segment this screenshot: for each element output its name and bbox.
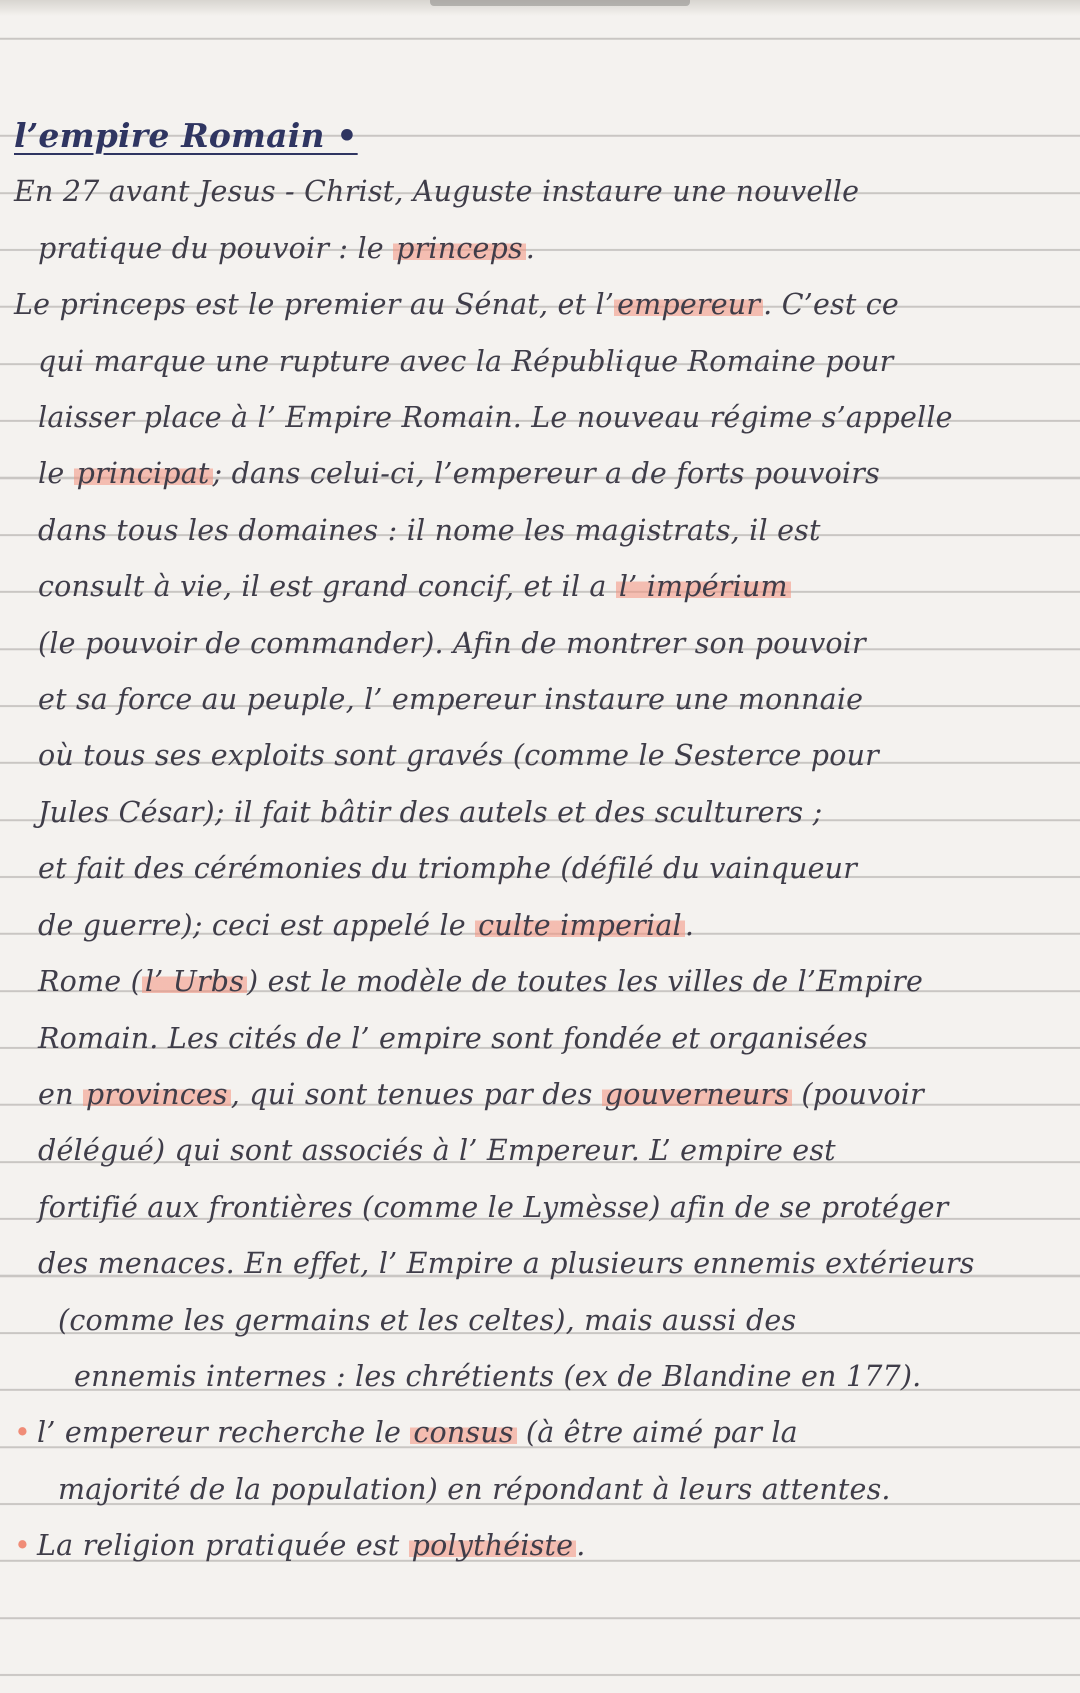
note-line (14, 1067, 1054, 1123)
note-line (14, 390, 1054, 446)
note-line (14, 446, 1054, 502)
note-line (14, 1349, 1054, 1405)
note-text: en (38, 1077, 83, 1111)
note-text: . (525, 231, 536, 265)
note-line (14, 559, 1054, 615)
note-text: La religion pratiquée est (37, 1529, 409, 1563)
note-line (14, 1180, 1054, 1236)
note-text: et fait des cérémonies du triomphe (défilé du vainqueur (38, 852, 858, 886)
note-line (14, 277, 1054, 333)
note-text: , qui sont tenues par des (230, 1077, 602, 1111)
note-text: Rome ( (38, 965, 142, 999)
note-text: qui marque une rupture avec la République Romaine pour (38, 344, 894, 378)
note-line (14, 1011, 1054, 1067)
note-text: pratique du pouvoir : le (38, 231, 394, 265)
bullet-icon: • (14, 1416, 32, 1450)
note-text: . C’est ce (763, 288, 899, 322)
note-line (14, 672, 1054, 728)
highlighted-term: consus (410, 1416, 516, 1449)
note-text: (comme les germains et les celtes), mais aussi des (58, 1303, 797, 1337)
note-text: ennemis internes : les chrétients (ex de Blandine en 177). (74, 1359, 922, 1393)
highlighted-term: princeps (393, 232, 526, 265)
page-title: l’empire Romain • (14, 116, 358, 155)
note-line (14, 1462, 1054, 1518)
note-text: consult à vie, il est grand concif, et il a (38, 570, 616, 604)
page-top-mark (430, 0, 690, 6)
note-line (14, 503, 1054, 559)
note-text: Jules César); il fait bâtir des autels et des sculturers ; (38, 795, 823, 829)
note-text: Le princeps est le premier au Sénat, et l’ (14, 288, 615, 322)
note-text: majorité de la population) en répondant à leurs attentes. (58, 1472, 891, 1506)
highlighted-term: culte imperial (475, 909, 685, 942)
note-text: le (38, 457, 74, 491)
highlighted-term: principat (74, 457, 213, 490)
note-line (14, 1293, 1054, 1349)
note-text: des menaces. En effet, l’ Empire a plusieurs ennemis extérieurs (38, 1247, 975, 1281)
notes-body (14, 164, 1054, 1574)
note-text: dans tous les domaines : il nome les magistrats, il est (38, 513, 821, 547)
highlighted-term: provinces (83, 1078, 231, 1111)
note-line (14, 1236, 1054, 1292)
note-line (14, 954, 1054, 1010)
highlighted-term: l’ impérium (616, 570, 791, 603)
note-text: ) est le modèle de toutes les villes de l’Empire (247, 965, 924, 999)
note-line (14, 728, 1054, 784)
handwritten-notes (14, 108, 1054, 1575)
note-text: l’ empereur recherche le (37, 1416, 411, 1450)
note-text: (le pouvoir de commander). Afin de montrer son pouvoir (38, 626, 866, 660)
highlighted-term: l’ Urbs (142, 965, 247, 998)
note-line (14, 164, 1054, 220)
note-line (14, 1518, 1054, 1574)
note-text: . (576, 1529, 586, 1563)
note-line (14, 616, 1054, 672)
note-text: Romain. Les cités de l’ empire sont fondée et organisées (38, 1021, 868, 1055)
note-text: En 27 avant Jesus - Christ, Auguste instaure une nouvelle (14, 175, 860, 209)
note-line (14, 1123, 1054, 1179)
highlighted-term: polythéiste (409, 1529, 577, 1562)
note-line (14, 1405, 1054, 1461)
note-text: . (684, 908, 695, 942)
note-text: laisser place à l’ Empire Romain. Le nouveau régime s’appelle (38, 401, 953, 435)
note-line (14, 221, 1054, 277)
note-line (14, 334, 1054, 390)
bullet-icon: • (14, 1529, 32, 1563)
note-text: où tous ses exploits sont gravés (comme le Sesterce pour (38, 739, 879, 773)
note-line (14, 785, 1054, 841)
note-text: (à être aimé par la (516, 1416, 798, 1450)
highlighted-term: empereur (614, 288, 763, 321)
note-text: fortifié aux frontières (comme le Lymèsse) afin de se protéger (38, 1190, 949, 1224)
highlighted-term: gouverneurs (602, 1078, 792, 1111)
note-text: ; dans celui-ci, l’empereur a de forts pouvoirs (212, 457, 880, 491)
note-line (14, 898, 1054, 954)
note-text: (pouvoir (792, 1077, 924, 1111)
note-text: et sa force au peuple, l’ empereur instaure une monnaie (38, 683, 864, 717)
note-text: délégué) qui sont associés à l’ Empereur. L’ empire est (38, 1134, 836, 1168)
note-text: de guerre); ceci est appelé le (38, 908, 476, 942)
note-line (14, 841, 1054, 897)
